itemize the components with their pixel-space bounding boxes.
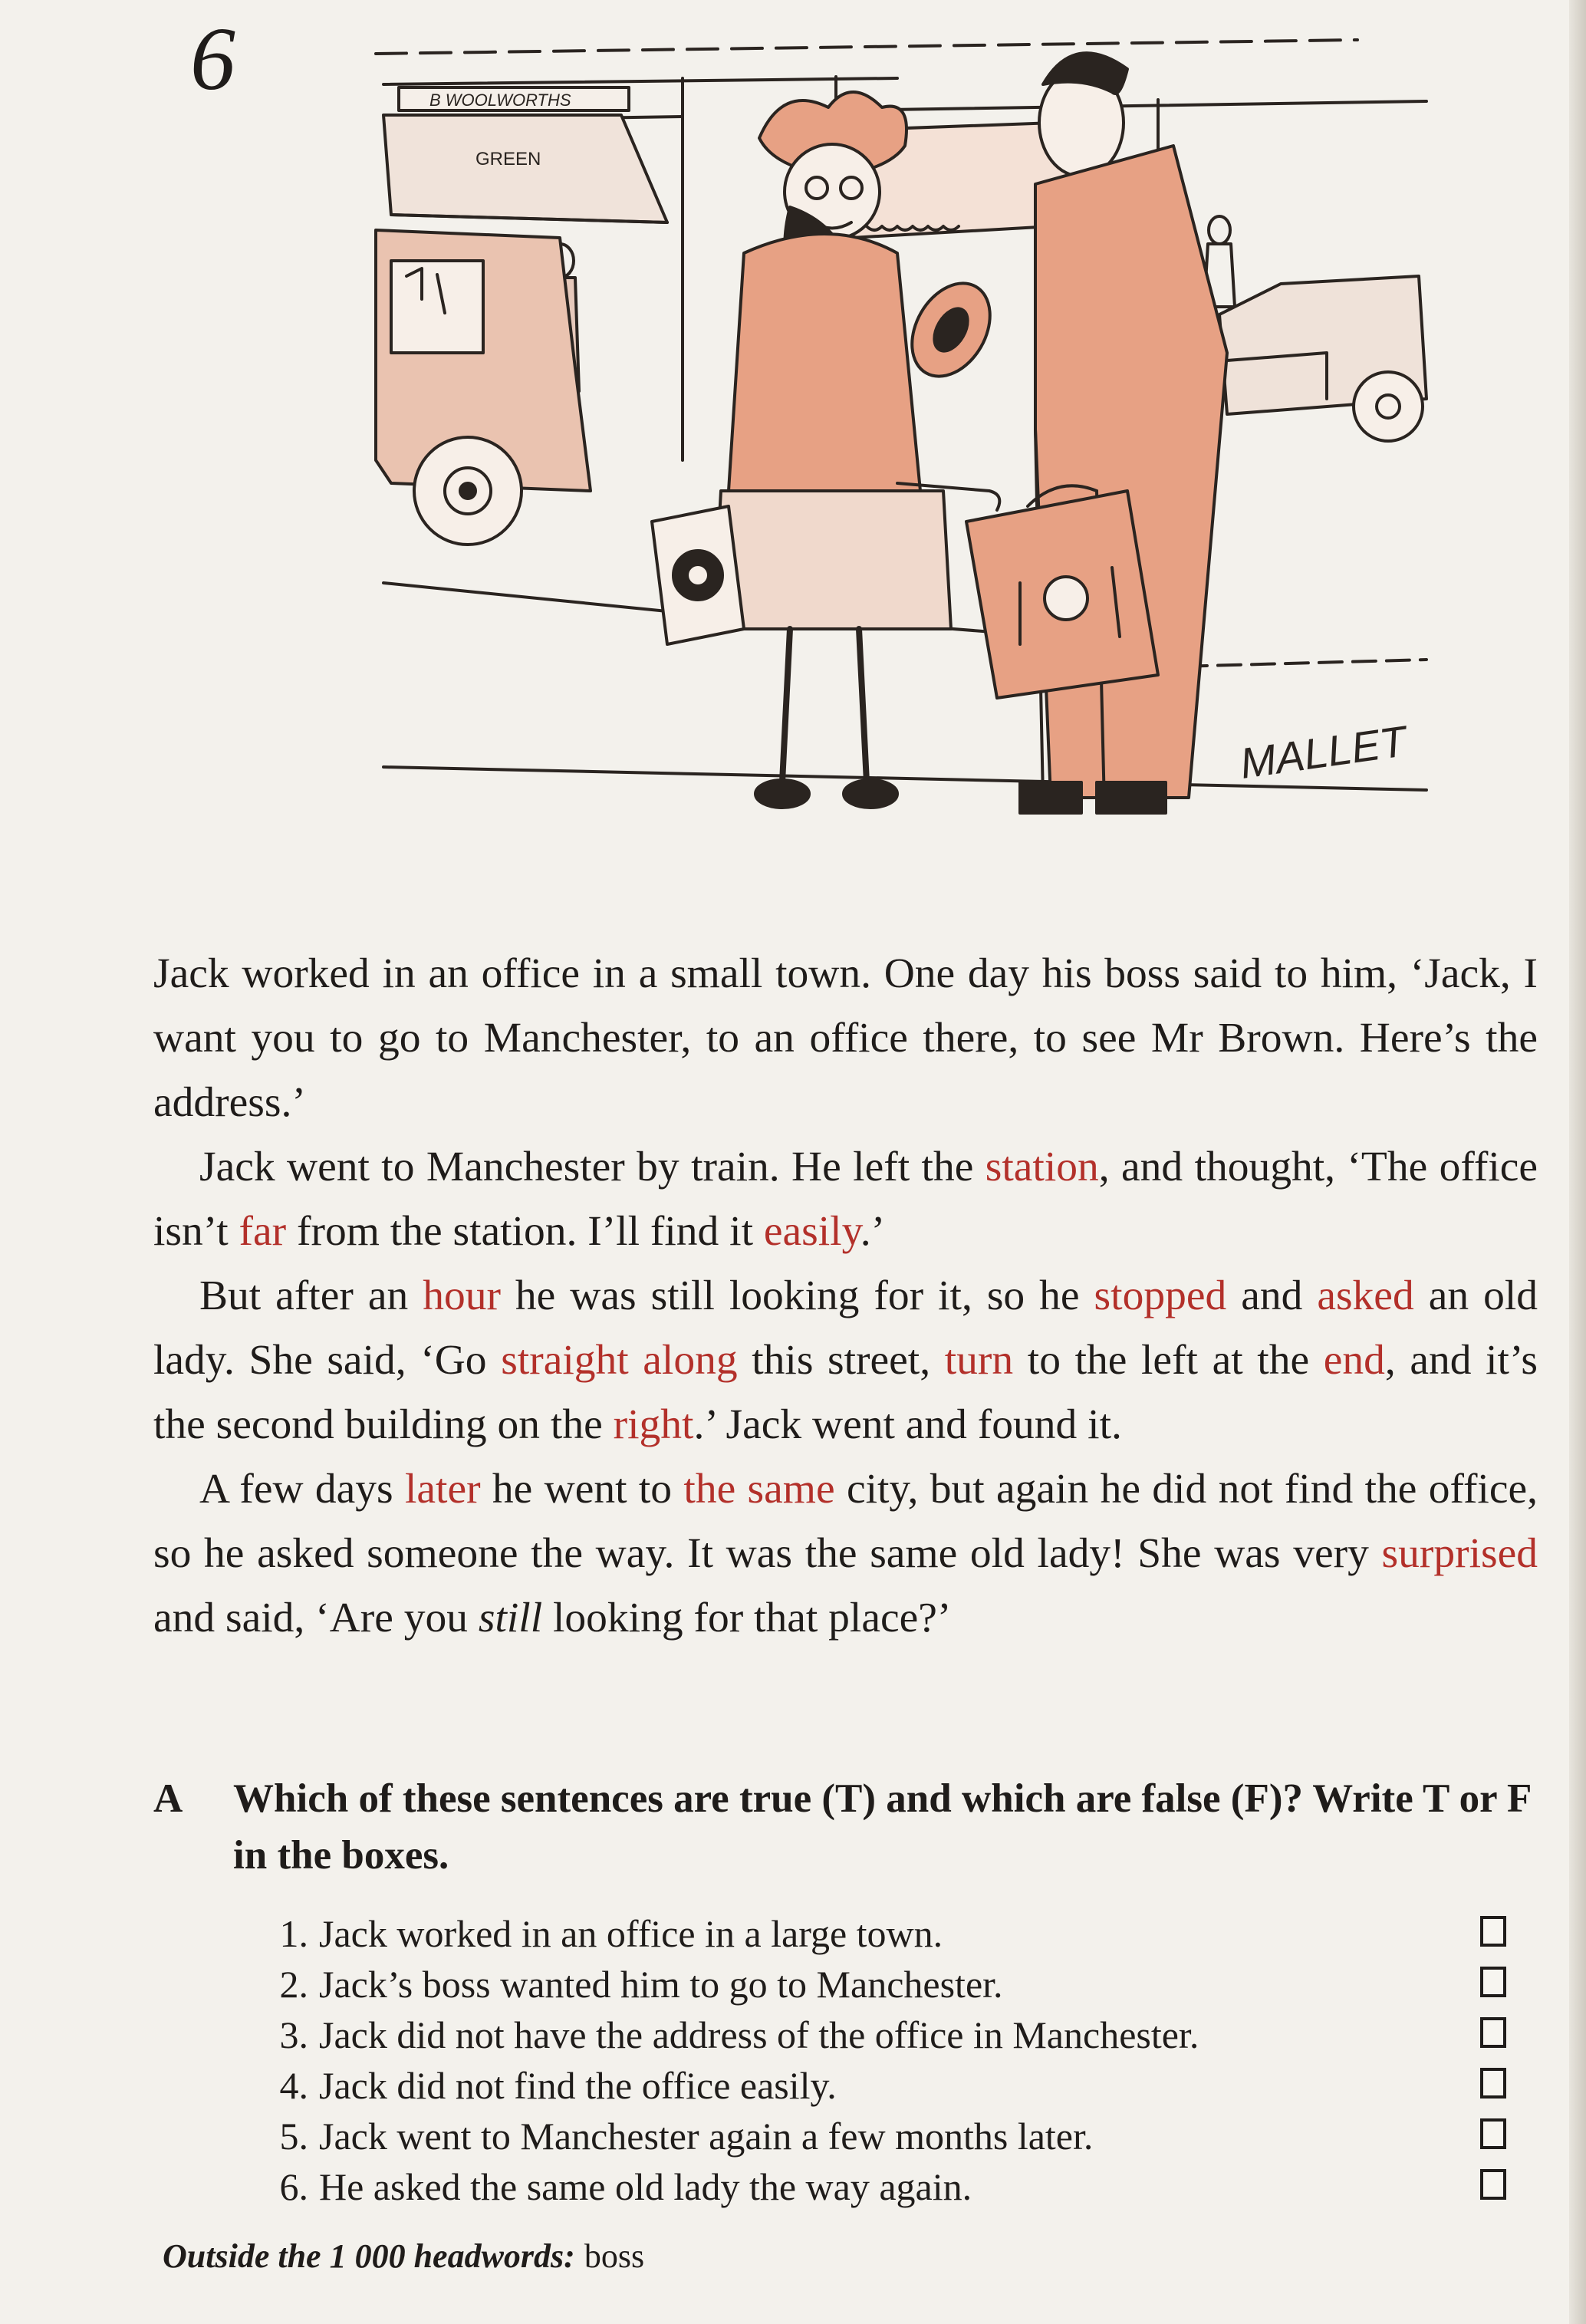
- footnote: [163, 2233, 644, 2280]
- story-text-run: .’: [860, 1208, 886, 1255]
- vocab-word: asked: [1317, 1272, 1414, 1319]
- vocab-word: right: [613, 1401, 694, 1448]
- story-text-run: Jack worked in an office in a small town. One day his boss said to him, ‘Jack, I want you to go to Manchester, to an office there, to see Mr Brown. Here’s the address.’: [153, 950, 1538, 1126]
- vocab-word: stopped: [1094, 1272, 1227, 1319]
- lesson-number: 6: [190, 8, 235, 109]
- story-text-run: and: [1226, 1272, 1318, 1319]
- item-text: Jack did not find the office easily.: [319, 2064, 837, 2107]
- exercise-a: [153, 1770, 1549, 2208]
- story-text-run: Jack went to Manchester by train. He left the: [199, 1144, 985, 1190]
- story-text-run: this street,: [737, 1337, 945, 1384]
- story-text-run: A few days: [199, 1466, 405, 1513]
- answer-box[interactable]: [1480, 2118, 1506, 2149]
- exercise-instruction: Which of these sentences are true (T) and which are false (F)? Write T or F in the boxes.: [233, 1776, 1531, 1878]
- vocab-word: turn: [944, 1337, 1014, 1384]
- story-text-run: to the left at the: [1013, 1337, 1324, 1384]
- exercise-item: [253, 2060, 1557, 2111]
- footnote-words: boss: [584, 2237, 645, 2275]
- item-number: 5.: [279, 2115, 308, 2158]
- exercise-item: [253, 1959, 1557, 2010]
- answer-box[interactable]: [1480, 2068, 1506, 2099]
- story-paragraph: [153, 1457, 1538, 1651]
- answer-box[interactable]: [1480, 2017, 1506, 2048]
- item-text: He asked the same old lady the way again.: [319, 2165, 972, 2208]
- answer-box[interactable]: [1480, 1916, 1506, 1947]
- story-text-run: city, but again he did not find the office, so he asked someone the way. It was the same old lady! She was very: [153, 1466, 1538, 1577]
- item-number: 1.: [279, 1912, 308, 1955]
- vocab-word: straight along: [501, 1337, 738, 1384]
- vocab-word: station: [985, 1144, 1099, 1190]
- illustration-awning-text: GREEN: [475, 149, 541, 170]
- story-paragraph: [153, 942, 1538, 1135]
- item-number: 6.: [279, 2165, 308, 2208]
- item-text: Jack went to Manchester again a few months later.: [319, 2115, 1094, 2158]
- story-text: [153, 942, 1538, 1651]
- page-edge: [1569, 0, 1586, 2324]
- true-false-list: [253, 1908, 1557, 2212]
- exercise-letter: A: [153, 1776, 183, 1821]
- exercise-item: [253, 2111, 1557, 2161]
- item-text: Jack’s boss wanted him to go to Manchester.: [319, 1963, 1003, 2006]
- emphasis-text: still: [478, 1595, 543, 1641]
- vocab-word: hour: [423, 1272, 501, 1319]
- story-paragraph: [153, 1264, 1538, 1457]
- story-text-run: from the station. I’ll find it: [286, 1208, 764, 1255]
- answer-box[interactable]: [1480, 2169, 1506, 2200]
- story-text-run: looking for that place?’: [542, 1595, 952, 1641]
- exercise-item: [253, 1908, 1557, 1959]
- vocab-word: end: [1323, 1337, 1385, 1384]
- story-text-run: , and it’s the second building on the: [153, 1337, 1538, 1448]
- item-number: 2.: [279, 1963, 308, 2006]
- story-text-run: an old lady. She said, ‘Go: [153, 1272, 1538, 1384]
- story-text-run: But after an: [199, 1272, 423, 1319]
- item-text: Jack did not have the address of the office in Manchester.: [319, 2013, 1199, 2056]
- vocab-word: easily: [763, 1208, 860, 1255]
- vocab-word: surprised: [1381, 1530, 1538, 1577]
- answer-box[interactable]: [1480, 1967, 1506, 1997]
- item-text: Jack worked in an office in a large town.: [319, 1912, 943, 1955]
- story-text-run: and said, ‘Are you: [153, 1595, 479, 1641]
- vocab-word: far: [239, 1208, 287, 1255]
- item-number: 4.: [279, 2064, 308, 2107]
- footnote-label: Outside the 1 000 headwords:: [163, 2237, 575, 2275]
- exercise-item: [253, 2161, 1557, 2212]
- story-text-run: he was still looking for it, so he: [500, 1272, 1094, 1319]
- vocab-word: later: [404, 1466, 481, 1513]
- item-number: 3.: [279, 2013, 308, 2056]
- story-paragraph: [153, 1135, 1538, 1264]
- illustration-shop-sign: B WOOLWORTHS: [429, 91, 571, 110]
- exercise-item: [253, 2010, 1557, 2060]
- story-text-run: , and thought, ‘The office isn’t: [153, 1144, 1538, 1255]
- illustration-signature: MALLET: [1236, 716, 1410, 788]
- story-text-run: he went to: [480, 1466, 684, 1513]
- story-text-run: .’ Jack went and found it.: [693, 1401, 1122, 1448]
- vocab-word: the same: [683, 1466, 835, 1513]
- cartoon-illustration: [360, 31, 1434, 859]
